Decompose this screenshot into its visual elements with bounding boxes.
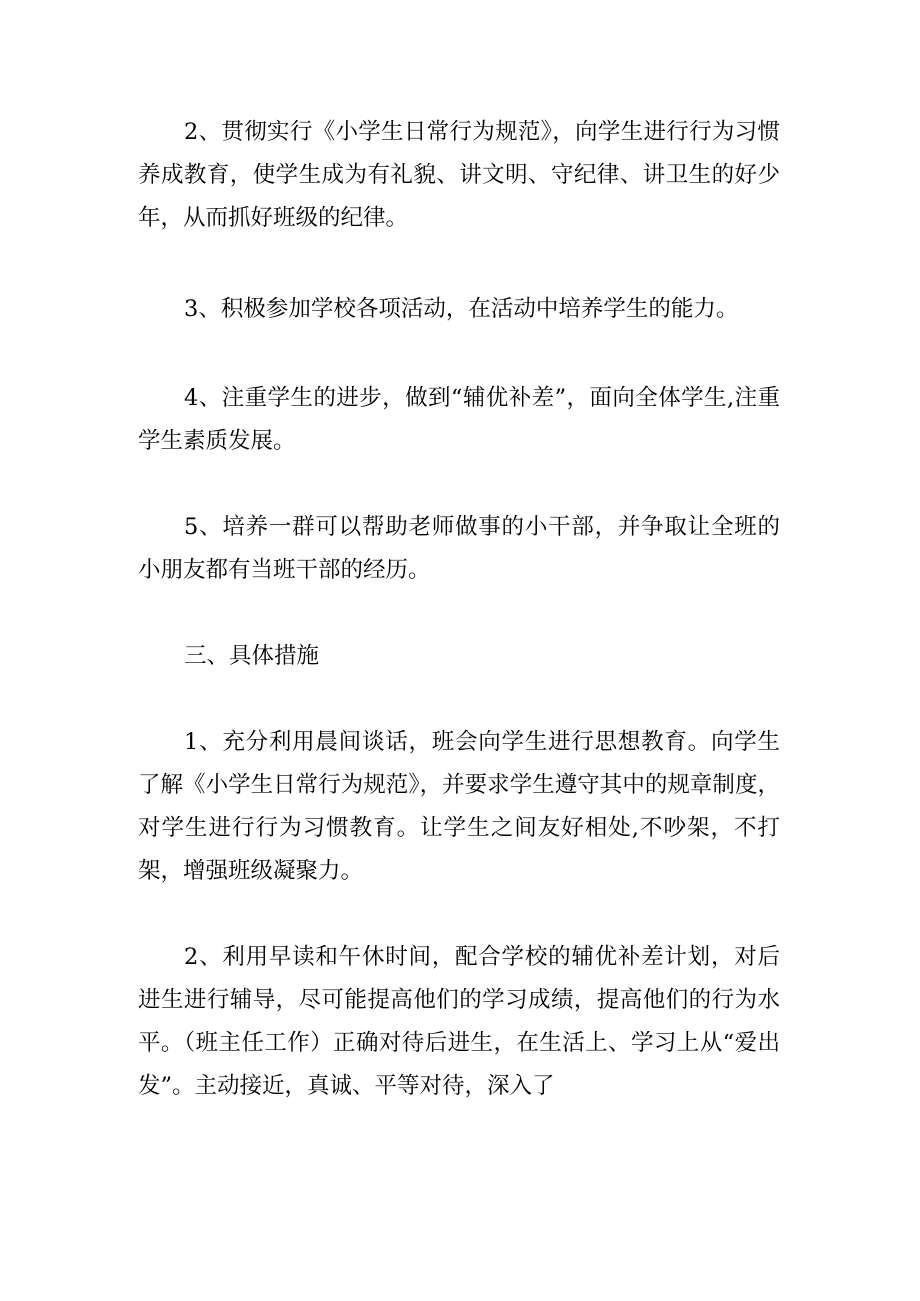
section-heading: 三、具体措施 [184,643,320,669]
paragraph-measure-1: 1、充分利用晨间谈话，班会向学生进行思想教育。向学生了解《小学生日常行为规范》，并要求学生遵守其中的规章制度，对学生进行行为习惯教育。让学生之间友好相处,不吵架，不打架，增强班级凝聚力。 [138,729,780,884]
paragraph-goal-3: 3、积极参加学校各项活动，在活动中培养学生的能力。 [184,296,739,322]
paragraph-measure-2: 2、利用早读和午休时间，配合学校的辅优补差计划，对后进生进行辅导，尽可能提高他们的学习成绩，提高他们的行为水平。（班主任工作）正确对待后进生，在生活上、学习上从“爱出发”。主动接近，真诚、平等对待，深入了 [138,944,780,1099]
paragraph-goal-4: 4、注重学生的进步，做到“辅优补差”，面向全体学生,注重学生素质发展。 [138,385,780,454]
paragraph-goal-5: 5、培养一群可以帮助老师做事的小干部，并争取让全班的小朋友都有当班干部的经历。 [138,514,780,583]
paragraph-goal-2: 2、贯彻实行《小学生日常行为规范》，向学生进行行为习惯养成教育，使学生成为有礼貌、讲文明、守纪律、讲卫生的好少年，从而抓好班级的纪律。 [138,119,780,231]
